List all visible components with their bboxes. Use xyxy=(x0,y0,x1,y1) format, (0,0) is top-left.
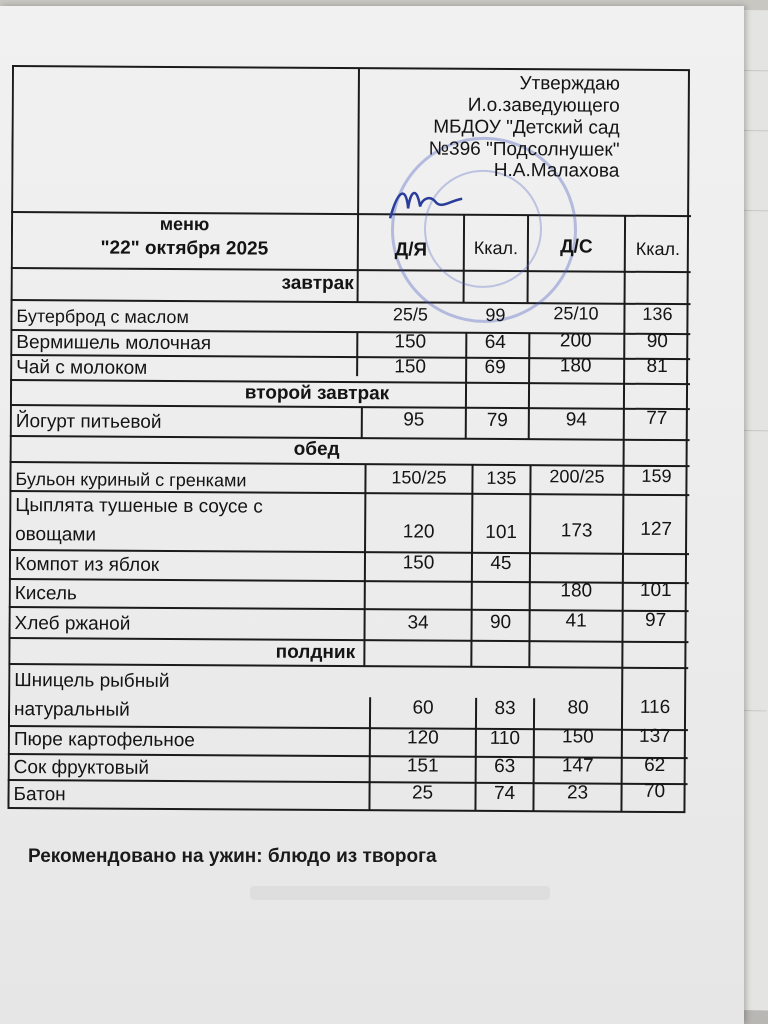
kcal-ds: 136 xyxy=(642,303,673,325)
portion-dya: 150/25 xyxy=(391,467,447,488)
column-header-kcal-1: Ккал. xyxy=(473,237,519,259)
portion-ds: 41 xyxy=(565,610,587,632)
dish-name-line-1: Цыплята тушеные в соусе с xyxy=(15,495,263,518)
kcal-dya: 83 xyxy=(494,697,516,720)
dish-name-line-2: натуральный xyxy=(13,699,130,721)
approval-line-2: И.о.заведующего xyxy=(467,94,620,117)
portion-dya: 95 xyxy=(403,409,425,431)
dish-name-line-2: овощами xyxy=(15,524,97,546)
kcal-dya: 74 xyxy=(493,782,516,805)
portion-dya: 120 xyxy=(406,727,439,749)
section-breakfast: завтрак xyxy=(281,272,354,295)
kcal-ds: 116 xyxy=(639,696,671,719)
kcal-ds: 81 xyxy=(646,355,668,378)
portion-ds: 200 xyxy=(559,330,592,352)
portion-ds: 180 xyxy=(560,580,593,602)
dish-name: Чай с молоком xyxy=(16,357,148,379)
portion-dya: 150 xyxy=(394,356,427,378)
kcal-dya: 45 xyxy=(490,552,512,575)
dish-name-line-1: Шницель рыбный xyxy=(14,670,170,692)
portion-dya: 25/5 xyxy=(392,304,429,325)
portion-dya: 150 xyxy=(402,552,435,574)
menu-sheet xyxy=(0,6,744,1024)
signature-mark xyxy=(386,178,466,228)
dish-name: Хлеб ржаной xyxy=(14,613,131,635)
kcal-ds: 77 xyxy=(646,407,668,430)
portion-dya: 60 xyxy=(412,697,434,719)
kcal-dya: 99 xyxy=(485,304,506,326)
bleed-through-text xyxy=(250,886,550,900)
kcal-ds: 90 xyxy=(646,330,668,353)
dish-name: Пюре картофельное xyxy=(13,729,195,752)
portion-ds: 147 xyxy=(561,755,594,777)
dish-name: Батон xyxy=(13,784,66,806)
menu-table xyxy=(7,64,692,814)
kcal-dya: 69 xyxy=(484,356,506,379)
kcal-dya: 110 xyxy=(489,727,521,750)
kcal-ds: 97 xyxy=(644,609,667,632)
approval-line-1: Утверждаю xyxy=(519,73,620,95)
portion-dya: 25 xyxy=(411,782,434,804)
approval-signer: Н.А.Малахова xyxy=(493,160,620,183)
portion-ds: 80 xyxy=(567,697,589,719)
dish-name: Кисель xyxy=(14,583,77,605)
section-lunch: обед xyxy=(293,438,340,461)
portion-dya: 151 xyxy=(406,755,439,777)
kcal-dya: 64 xyxy=(484,331,506,354)
portion-ds: 150 xyxy=(561,726,594,748)
section-snack: полдник xyxy=(275,641,356,664)
dish-name: Сок фруктовый xyxy=(13,757,150,779)
dish-name: Йогурт питьевой xyxy=(15,411,162,433)
portion-ds: 25/10 xyxy=(553,303,599,324)
kcal-dya: 101 xyxy=(485,521,518,544)
column-header-dya: Д/Я xyxy=(394,239,428,261)
portion-ds: 200/25 xyxy=(549,466,605,487)
portion-dya: 34 xyxy=(407,612,429,634)
portion-dya: 150 xyxy=(394,331,427,353)
kcal-dya: 79 xyxy=(486,409,508,432)
approval-block xyxy=(361,72,620,183)
portion-dya: 120 xyxy=(402,521,435,543)
portion-ds: 180 xyxy=(559,355,592,377)
portion-ds: 94 xyxy=(565,409,587,431)
approval-line-3: МБДОУ "Детский сад xyxy=(433,116,620,139)
kcal-dya: 63 xyxy=(494,755,516,778)
dish-name: Бульон куриный с гренками xyxy=(15,469,247,491)
portion-ds: 23 xyxy=(566,782,589,804)
column-header-ds: Д/С xyxy=(560,236,593,258)
kcal-ds: 159 xyxy=(641,465,672,487)
kcal-ds: 101 xyxy=(639,579,672,602)
dinner-recommendation: Рекомендовано на ужин: блюдо из творога xyxy=(28,846,437,867)
dish-name: Вермишель молочная xyxy=(16,332,212,355)
section-second-breakfast: второй завтрак xyxy=(244,382,390,405)
kcal-ds: 70 xyxy=(643,780,666,803)
dish-name: Бутерброд с маслом xyxy=(16,306,189,328)
approval-line-4: №396 "Подсолнушек" xyxy=(428,138,620,161)
kcal-ds: 62 xyxy=(644,754,666,777)
kcal-ds: 137 xyxy=(638,725,671,748)
menu-label: меню xyxy=(159,213,210,235)
menu-date: "22" октября 2025 xyxy=(100,237,269,260)
kcal-dya: 135 xyxy=(486,467,517,489)
kcal-ds: 127 xyxy=(640,518,673,541)
kcal-dya: 90 xyxy=(489,611,512,634)
portion-ds: 173 xyxy=(560,520,593,542)
column-header-kcal-2: Ккал. xyxy=(635,238,681,260)
dish-name: Компот из яблок xyxy=(14,554,160,576)
